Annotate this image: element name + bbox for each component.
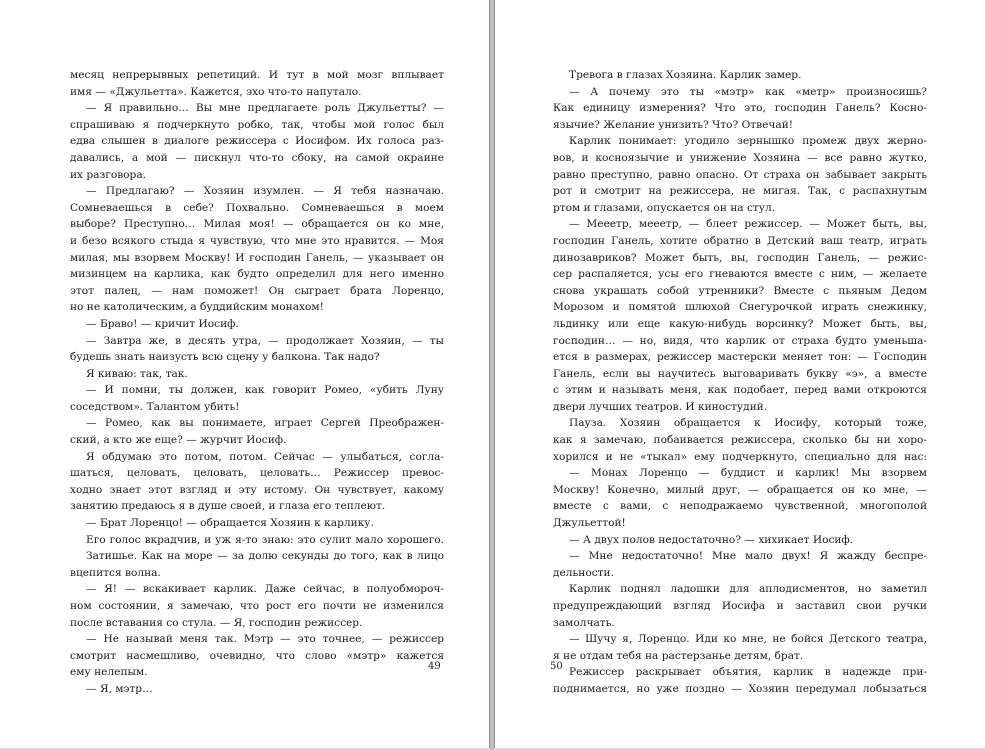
text-line: Ганель, если вы научитесь выговаривать букву «э», а вместе: [553, 367, 927, 380]
text-line: — А почему это ты «мэтр» как «метр» произносишь?: [569, 85, 927, 98]
text-line: язычие? Желание унизить? Что? Отвечай!: [553, 118, 794, 131]
text-line: соседством». Талантом убить!: [70, 400, 240, 413]
text-line: и безо всякого стыда я чувствую, что мне это нравится. — Моя: [70, 234, 444, 247]
text-line: — Шучу я, Лоренцо. Иди ко мне, не бойся Детского театра,: [569, 633, 927, 646]
text-line: — Я, мэтр…: [86, 682, 153, 695]
text-line: ртом и глазами, опускается он на стул.: [553, 201, 776, 214]
text-line: ему нелепым.: [70, 666, 148, 679]
text-line: Карлик поднял ладошки для аплодисментов, но заметил: [569, 583, 927, 596]
text-line: Москву! Конечно, милый друг, — обращается он ко мне, —: [553, 483, 927, 496]
text-line: поднимается, но уже поздно — Хозяин передумал лобызаться: [553, 682, 927, 695]
text-line: — Завтра же, в десять утра, — продолжает Хозяин, — ты: [86, 334, 444, 347]
text-line: — Брат Лоренцо! — обращается Хозяин к карлику.: [86, 517, 374, 530]
text-line: едва слышен в диалоге режиссера с Иосифом. Их голоса раз-: [70, 135, 444, 148]
text-line: имя — «Джульетта». Кажется, эхо что-то напутало.: [70, 85, 362, 98]
text-line: с этим и называть меня, как подобает, перед вами откроются: [553, 384, 927, 397]
text-line: снова украшать собой утренники? Вместе с пьяным Дедом: [553, 284, 927, 297]
text-line: льдинку или еще какую-нибудь ворсинку? Может быть, вы,: [553, 317, 927, 330]
text-line: хорился и не «тыкал» ему подчеркнуто, специально для нас:: [553, 450, 927, 463]
text-line: господин… — но, видя, что карлик от страха будто уменьша-: [553, 334, 927, 347]
page-number: 49: [428, 661, 441, 672]
text-line: Я киваю: так, так.: [86, 367, 188, 380]
text-line: Режиссер раскрывает объятия, карлик в надежде при-: [569, 666, 927, 679]
right-page: [494, 0, 985, 748]
text-line: — Браво! — кричит Иосиф.: [86, 317, 239, 330]
text-line: — И помни, ты должен, как говорит Ромео, «убить Луну: [86, 384, 444, 397]
text-line: Я обдумаю это потом, потом. Сейчас — улыбаться, согла-: [86, 450, 444, 463]
text-line: вов, и косноязычие и унижение Хозяина — все равно жутко,: [553, 151, 927, 164]
text-line: ется в размерах, режиссер мастерски меняет тон: — Господин: [553, 351, 927, 364]
text-line: их разговора.: [70, 168, 147, 181]
text-line: месяц непрерывных репетиций. И тут в мой мозг вплывает: [70, 69, 444, 81]
text-line: вместе с вами, с неподражаемо чувственной, многополой: [553, 500, 927, 513]
text-line: замолчать.: [553, 616, 615, 629]
right-page-text: [553, 67, 927, 698]
left-page: [0, 0, 490, 748]
text-line: но не католическим, а буддийским монахом!: [70, 301, 324, 314]
text-line: давались, а мой — пискнул что-то сбоку, на самой окраине: [70, 151, 444, 164]
page-number: 50: [550, 661, 563, 672]
text-line: — Меeетр, меeетр, — блеет режиссер. — Может быть, вы,: [569, 218, 927, 231]
text-line: — Монах Лоренцо — буддист и карлик! Мы взорвем: [569, 467, 927, 480]
text-line: ходно знает этот взгляд и эту истому. Он чувствует, какому: [70, 483, 444, 496]
text-line: Джульеттой!: [553, 517, 626, 530]
text-line: господин Ганель, хотите обратно в Детский ваш театр, играть: [553, 234, 927, 247]
text-line: — Мне недостаточно! Мне мало двух! Я жажду беспре-: [569, 550, 927, 563]
text-line: будешь знать наизусть всю сцену у балкона. Так надо?: [70, 351, 380, 364]
text-line: Как единицу измерения? Что это, господин Ганель? Косно-: [553, 102, 927, 115]
text-line: как я замечаю, побаивается режиссера, сколько бы ни хоро-: [553, 434, 927, 447]
text-line: Сомневаешься в себе? Похвально. Сомневаешься в моем: [70, 201, 444, 214]
text-line: сер распаляется, усы его гневаются вместе с ним, — желаете: [553, 268, 927, 281]
text-line: рот и смотрит на режиссера, не мигая. Так, с распахнутым: [553, 185, 927, 198]
text-line: я не отдам тебя на растерзанье детям, брат.: [553, 649, 804, 662]
text-line: ский, а кто же еще? — журчит Иосиф.: [70, 434, 287, 447]
text-line: вцепится волна.: [70, 566, 161, 579]
text-line: после вставания со стула. — Я, господин режиссер.: [70, 616, 363, 629]
text-line: дельности.: [553, 566, 614, 579]
text-line: занятию предаюсь я в душе своей, и глаза его теплеют.: [70, 500, 386, 513]
text-line: Карлик понимает: угодило зернышко промеж двух жерно-: [569, 135, 927, 148]
left-page-text: [70, 67, 444, 698]
text-line: равно преступно, равно опасно. От страха он забывает закрыть: [553, 168, 927, 181]
text-line: динозавриков? Может быть, вы, господин Ганель, — режис-: [553, 251, 927, 264]
text-line: мизинцем на карлика, как будто определил для него именно: [70, 268, 444, 281]
text-line: — А двух полов недостаточно? — хихикает Иосиф.: [569, 533, 854, 546]
text-line: Морозом и помятой шлюхой Снегурочкой играть снежинку,: [553, 301, 927, 314]
text-line: — Я! — вскакивает карлик. Даже сейчас, в полуобмороч-: [86, 583, 444, 596]
text-line: спрашиваю я подчеркнуто робко, так, чтобы мой голос был: [70, 118, 444, 131]
text-line: предупреждающий взгляд Иосифа и заставил свои ручки: [553, 600, 927, 612]
text-line: ном состоянии, я замечаю, что рост его почти не изменился: [70, 600, 444, 612]
text-line: этот палец, — нам поможет! Он сыграет брата Лоренцо,: [70, 284, 444, 297]
text-line: шаться, целовать, целовать, целовать… Режиссер превос-: [70, 467, 444, 480]
text-line: двери лучших театров. И киностудий.: [553, 400, 768, 413]
text-line: Тревога в глазах Хозяина. Карлик замер.: [569, 69, 802, 81]
text-line: — Предлагаю? — Хозяин изумлен. — Я тебя назначаю.: [86, 185, 444, 198]
text-line: милая, мы взорвем Москву! И господин Ганель, — указывает он: [70, 251, 444, 264]
text-line: Затишье. Как на море — за долю секунды до того, как в лицо: [86, 550, 444, 563]
text-line: — Не называй меня так. Мэтр — это точнее, — режиссер: [86, 633, 444, 646]
text-line: — Я правильно… Вы мне предлагаете роль Джульетты? —: [86, 102, 444, 115]
text-line: — Ромео, как вы понимаете, играет Сергей Преображен-: [86, 417, 444, 430]
text-line: Его голос вкрадчив, и уж я-то знаю: это сулит мало хорошего.: [86, 533, 444, 546]
text-line: смотрит насмешливо, очевидно, что слово «мэтр» кажется: [70, 649, 444, 662]
text-line: выборе? Преступно… Милая моя! — обращается он ко мне,: [70, 218, 444, 231]
text-line: Пауза. Хозяин обращается к Иосифу, который тоже,: [569, 417, 927, 430]
